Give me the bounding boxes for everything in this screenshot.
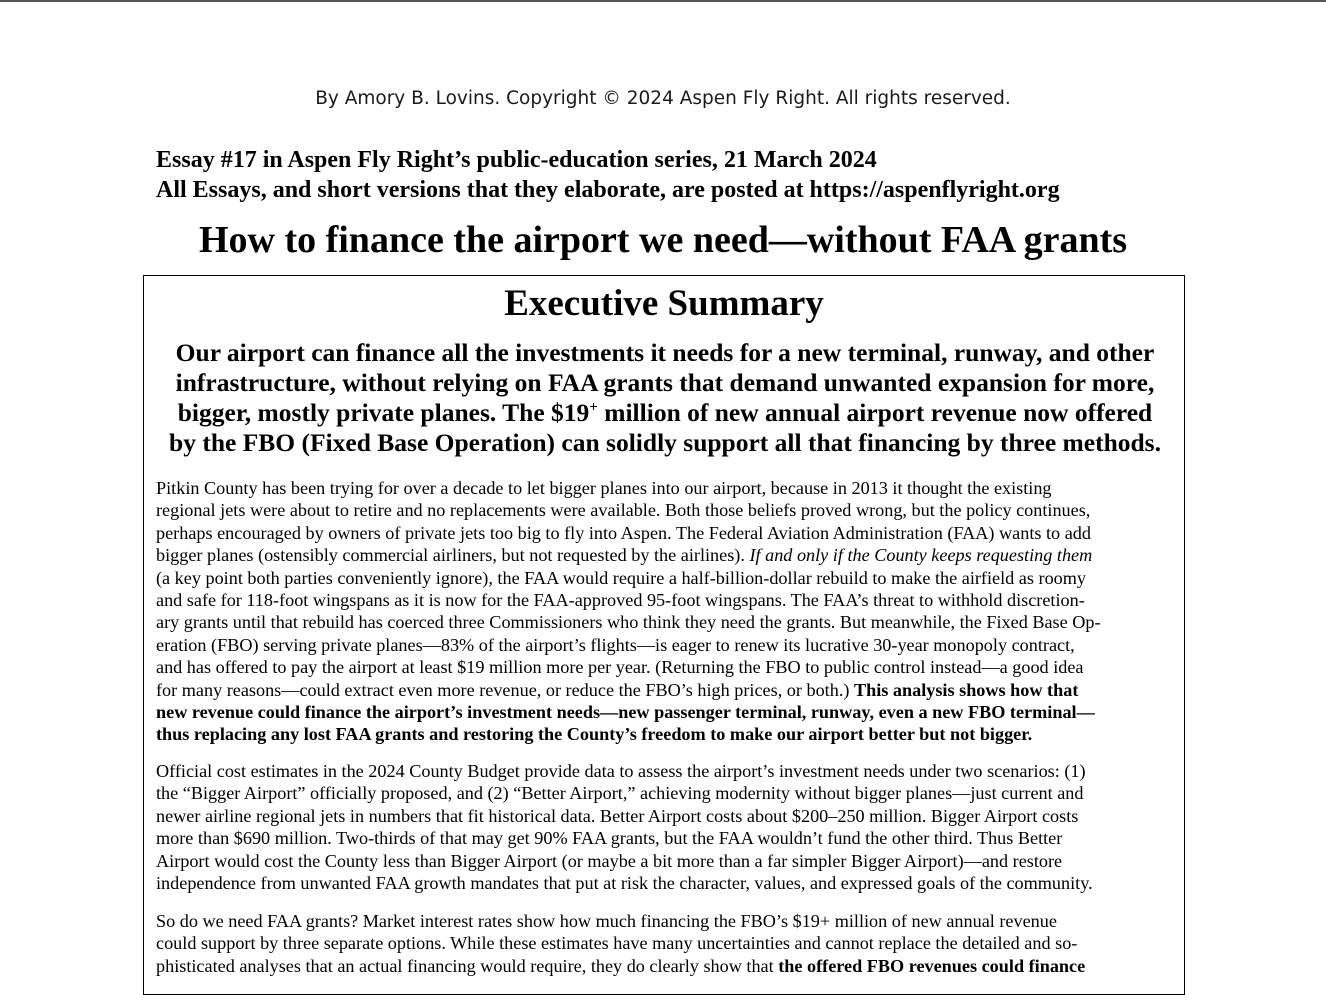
lead-line: infrastructure, without relying on FAA grants that demand unwanted expansion for more, [175,368,1155,397]
text-line: Official cost estimates in the 2024 County Budget provide data to assess the airport’s investment needs under two scenarios: (1) [156,761,1086,781]
text-line: regional jets were about to retire and no replacements were available. Both those beliefs proved wrong, but the policy continues, [156,500,1091,521]
text-line: perhaps encouraged by owners of private jets too big to fly into Aspen. The Federal Aviation Administration (FAA) wants to add [156,522,1091,543]
top-rule [0,0,1326,2]
text-line: and has offered to pay the airport at least $19 million more per year. (Returning the FBO to public control instead—a good idea [156,657,1084,678]
page-title: How to finance the airport we need—without FAA grants [198,219,1128,261]
executive-summary-heading: Executive Summary [504,283,824,324]
copyright-line: By Amory B. Lovins. Copyright © 2024 Aspen Fly Right. All rights reserved. [315,88,1011,109]
text-line: (a key point both parties conveniently ignore), the FAA would require a half-billion-dollar rebuild to make the airfield as roomy [156,567,1086,588]
text-line: Airport would cost the County less than Bigger Airport (or maybe a bit more than a far simpler Bigger Airport)—and restore [156,850,1063,871]
text-line: could support by three separate options. While these estimates have many uncertainties and cannot replace the detailed and so- [156,933,1078,954]
text-line: independence from unwanted FAA growth mandates that put at risk the character, values, and expressed goals of the community. [156,873,1093,894]
summary-lead [152,338,1178,458]
text-line: eration (FBO) serving private planes—83% of the airport’s flights—is eager to renew its lucrative 30-year monopoly contract, [156,634,1075,655]
text-line: phisticated analyses that an actual financing would require, they do clearly show that the offered FBO revenues could finance [156,955,1086,976]
bold-emphasis: the offered FBO revenues could finance [778,955,1086,976]
superscript-plus: + [589,399,598,416]
paragraph-2 [156,760,1176,894]
text-line: So do we need FAA grants? Market interest rates show how much financing the FBO’s $19+ million of new annual revenue [156,911,1057,931]
lead-line: Our airport can finance all the investments it needs for a new terminal, runway, and other [175,338,1155,367]
text-line: for many reasons—could extract even more revenue, or reduce the FBO’s high prices, or both.) This analysis shows how that [156,679,1079,700]
series-line: Essay #17 in Aspen Fly Right’s public-education series, 21 March 2024 [156,147,877,173]
text-line: Pitkin County has been trying for over a decade to let bigger planes into our airport, because in 2013 it thought the existing [156,478,1052,498]
italic-emphasis: If and only if the County keeps requesting them [749,545,1093,566]
text-line: the “Bigger Airport” officially proposed, and (2) “Better Airport,” achieving modernity without bigger planes—just current and [156,783,1084,804]
text-line: newer airline regional jets in numbers that fit historical data. Better Airport costs about $200–250 million. Bigger Airport costs [156,805,1079,826]
executive-summary-box [143,275,1185,995]
text-line: and safe for 118-foot wingspans as it is now for the FAA-approved 95-foot wingspans. The FAA’s threat to withhold discretion- [156,590,1085,611]
text-line-bold: new revenue could finance the airport’s investment needs—new passenger terminal, runway, even a new FBO terminal— [156,702,1095,723]
lead-line: bigger, mostly private planes. The $19+ million of new annual airport revenue now offered [177,398,1153,427]
posted-line: All Essays, and short versions that they elaborate, are posted at https://aspenflyright.org [156,177,1060,203]
paragraph-1 [156,477,1176,746]
text-line: ary grants until that rebuild has coerced three Commissioners who think they need the grants. But meanwhile, the Fixed Base Op- [156,612,1101,633]
series-info [156,145,1060,205]
paragraph-3 [156,910,1176,977]
lead-line: by the FBO (Fixed Base Operation) can solidly support all that financing by three methods. [169,428,1161,457]
text-line: bigger planes (ostensibly commercial airliners, but not requested by the airlines). If and only if the County keeps requesting them [156,545,1093,566]
bold-emphasis: This analysis shows how that [853,679,1079,700]
text-line-bold: thus replacing any lost FAA grants and restoring the County’s freedom to make our airport better but not bigger. [156,724,1033,745]
text-line: more than $690 million. Two-thirds of that may get 90% FAA grants, but the FAA wouldn’t fund the other third. Thus Better [156,828,1063,849]
